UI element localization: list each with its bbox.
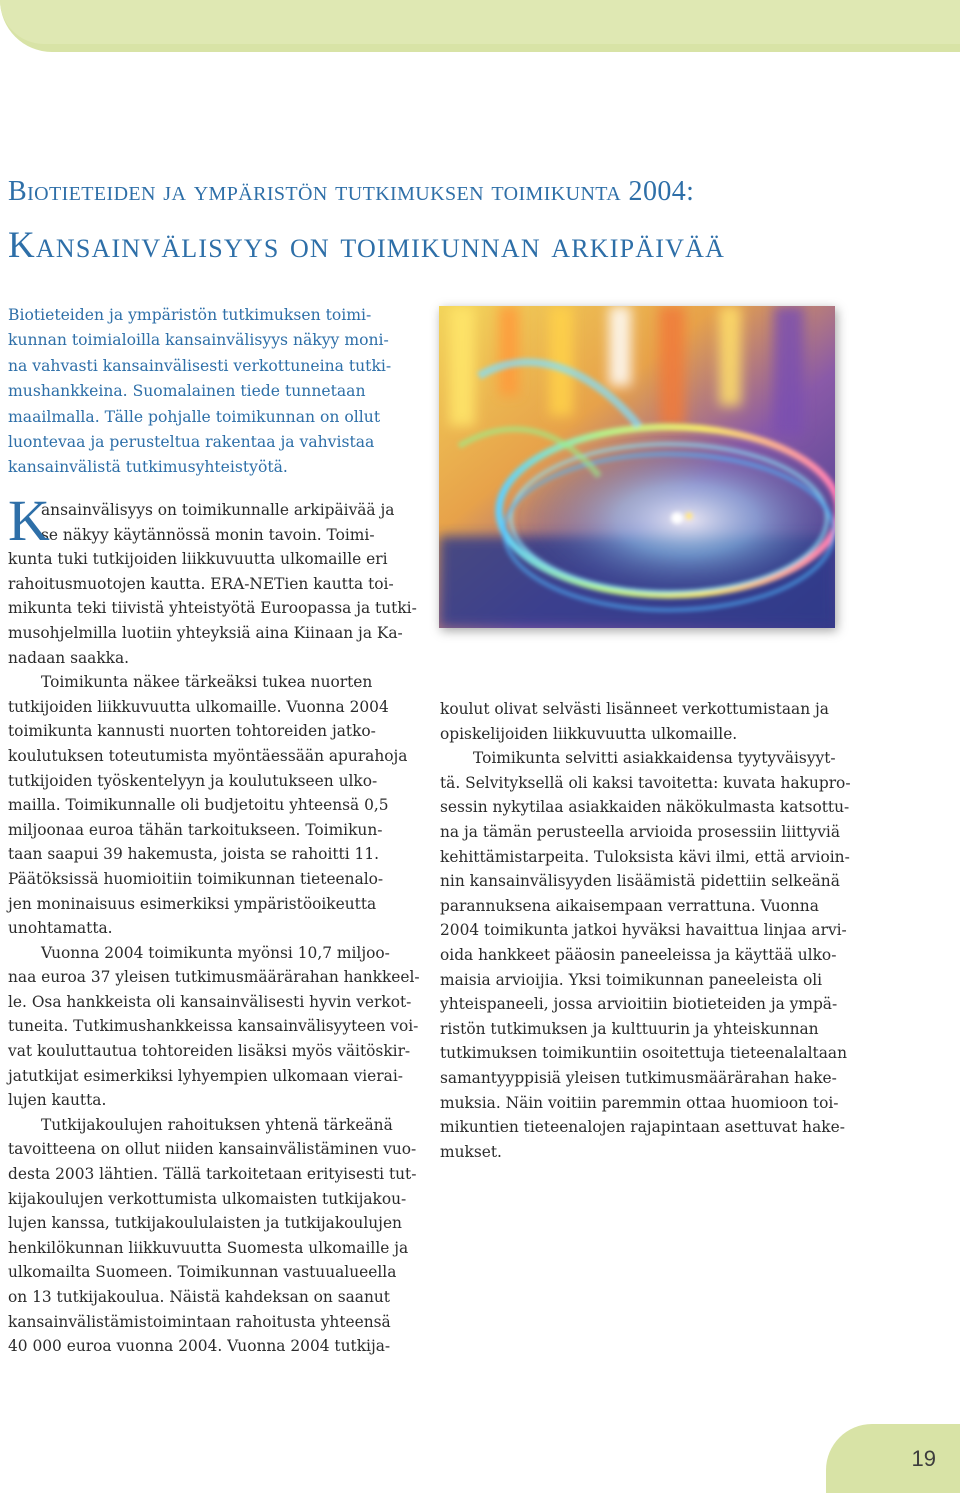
lead-line: mushankkeina. Suomalainen tiede tunnetaan <box>8 382 366 401</box>
body-line: tutkijoiden työskentelyyn ja koulutukseen ulko- <box>8 771 378 790</box>
dropcap-letter: K <box>8 488 50 553</box>
lead-line: luontevaa ja perusteltua rakentaa ja vahvistaa <box>8 433 375 452</box>
body-line: sessin nykytilaa asiakkaiden näkökulmasta katsottu- <box>440 798 850 817</box>
body-line: ristön tutkimuksen ja kulttuurin ja yhteiskunnan <box>440 1019 819 1038</box>
left-text-column <box>8 488 420 1359</box>
body-line: koulut olivat selvästi lisänneet verkottumistaan ja <box>440 700 829 718</box>
body-line: muksia. Näin voitiin paremmin ottaa huomioon toi- <box>440 1093 839 1112</box>
body-line: on 13 tutkijakoulua. Näistä kahdeksan on saanut <box>8 1288 390 1306</box>
body-line: mailla. Toimikunnalle oli budjetoitu yhteensä 0,5 <box>8 796 389 815</box>
body-line: tä. Selvityksellä oli kaksi tavoitetta: kuvata hakupro- <box>440 773 851 792</box>
body-line: rahoitusmuotojen kautta. ERA-NETien kautta toi- <box>8 574 394 593</box>
petri-dish-illustration <box>439 306 835 628</box>
body-line: lujen kanssa, tutkijakoululaisten ja tutkijakoulujen <box>8 1214 402 1233</box>
body-line: oida hankkeet pääosin paneeleissa ja käyttää ulko- <box>440 945 837 964</box>
body-line: mikunta teki tiivistä yhteistyötä Euroopassa ja tutki- <box>8 599 417 618</box>
body-line: koulutuksen toteutumista myöntäessään apurahoja <box>8 746 408 765</box>
lead-line: maailmalla. Tälle pohjalle toimikunnan on ollut <box>8 407 381 426</box>
body-line: musohjelmilla luotiin yhteyksiä aina Kiinaan ja Ka- <box>8 623 403 642</box>
page-title-line-1: Biotieteiden ja ympäristön tutkimuksen toimikunta 2004: <box>8 176 695 207</box>
body-line: na ja tämän perusteella arvioida prosessiin liittyviä <box>440 822 841 841</box>
body-line: samantyyppisiä yleisen tutkimusmäärärahan hake- <box>440 1068 837 1087</box>
right-text-column <box>440 697 851 1164</box>
body-line: henkilökunnan liikkuvuutta Suomesta ulkomaille ja <box>8 1238 409 1257</box>
body-line: toimikunta kannusti nuorten tohtoreiden jatko- <box>8 722 376 741</box>
page-number-tab <box>826 1424 960 1493</box>
body-line: kijakoulujen verkottumista ulkomaisten tutkijakou- <box>8 1189 407 1208</box>
body-line: tuneita. Tutkimushankkeissa kansainvälisyyteen voi- <box>8 1017 419 1036</box>
body-line: maisia arvioijia. Yksi toimikunnan paneeleista oli <box>440 970 823 989</box>
body-line: Tutkijakoulujen rahoituksen yhtenä tärkeänä <box>41 1115 393 1134</box>
body-line: mukset. <box>440 1142 502 1161</box>
body-line: kansainvälistämistoimintaan rahoitusta yhteensä <box>8 1312 391 1331</box>
body-line: se näkyy käytännössä monin tavoin. Toimi- <box>41 525 375 544</box>
body-line: nin kansainvälisyyden lisäämistä pidettiin selkeänä <box>440 872 840 891</box>
petri-dish-photo <box>439 306 835 628</box>
dropcap-block <box>8 488 408 553</box>
body-line: 2004 toimikunta jatkoi hyväksi havaittua linjaa arvi- <box>440 921 847 940</box>
body-line: jatutkijat esimerkiksi lyhyempien ulkomaan vierai- <box>8 1066 403 1085</box>
body-line: ansainvälisyys on toimikunnalle arkipäivää ja <box>41 501 395 519</box>
body-line: 40 000 euroa vuonna 2004. Vuonna 2004 tutkija- <box>8 1337 391 1356</box>
body-line: le. Osa hankkeista oli kansainvälisesti hyvin verkot- <box>8 992 412 1011</box>
body-line: tutkijoiden liikkuvuutta ulkomaille. Vuonna 2004 <box>8 697 389 716</box>
body-line: parannuksena aikaisempaan verrattuna. Vuonna <box>440 896 819 915</box>
body-line: jen moninaisuus esimerkiksi ympäristöoikeutta <box>8 894 377 913</box>
body-line: ulkomailta Suomeen. Toimikunnan vastuualueella <box>8 1263 397 1282</box>
page-title-line-2: Kansainvälisyys on toimikunnan arkipäivää <box>8 225 726 266</box>
body-line: mikuntien tieteenalojen rajapintaan asettuvat hake- <box>440 1118 845 1137</box>
lead-line: kunnan toimialoilla kansainvälisyys näkyy moni- <box>8 331 389 350</box>
body-line: opiskelijoiden liikkuvuutta ulkomaille. <box>440 724 738 743</box>
body-line: kehittämistarpeita. Tuloksista kävi ilmi, että arvioin- <box>440 847 850 866</box>
body-line: Päätöksissä huomioitiin toimikunnan tieteenalo- <box>8 869 384 888</box>
body-line: kunta tuki tutkijoiden liikkuvuutta ulkomaille eri <box>8 550 388 569</box>
lead-line: kansainvälistä tutkimusyhteistyötä. <box>8 458 288 477</box>
body-line: miljoonaa euroa tähän tarkoitukseen. Toimikun- <box>8 820 383 839</box>
page-number: 19 <box>911 1446 936 1471</box>
body-line: naa euroa 37 yleisen tutkimusmäärärahan hankkeel- <box>8 968 420 987</box>
body-line: lujen kautta. <box>8 1091 107 1110</box>
lead-paragraph <box>8 303 408 481</box>
top-decorative-band-inner <box>0 0 960 44</box>
body-line: tavoitteena on ollut niiden kansainvälistäminen vuo- <box>8 1140 417 1159</box>
lead-line: Biotieteiden ja ympäristön tutkimuksen toimi- <box>8 306 372 324</box>
body-line: unohtamatta. <box>8 919 113 938</box>
body-line: yhteispaneeli, jossa arvioitiin biotieteiden ja ympä- <box>440 995 838 1014</box>
lead-line: na vahvasti kansainvälisesti verkottuneina tutki- <box>8 356 392 375</box>
body-line: tutkimuksen toimikuntiin osoitettuja tieteenalaltaan <box>440 1044 847 1063</box>
body-line: nadaan saakka. <box>8 648 130 667</box>
body-line: desta 2003 lähtien. Tällä tarkoitetaan erityisesti tut- <box>8 1165 417 1184</box>
body-line: taan saapui 39 hakemusta, joista se rahoitti 11. <box>8 845 380 864</box>
body-line: Vuonna 2004 toimikunta myönsi 10,7 miljoo- <box>41 943 390 962</box>
body-line: Toimikunta selvitti asiakkaidensa tyytyväisyyt- <box>473 749 836 768</box>
body-line: Toimikunta näkee tärkeäksi tukea nuorten <box>41 673 373 692</box>
body-line: vat kouluttautua tohtoreiden lisäksi myös väitöskir- <box>8 1042 411 1061</box>
